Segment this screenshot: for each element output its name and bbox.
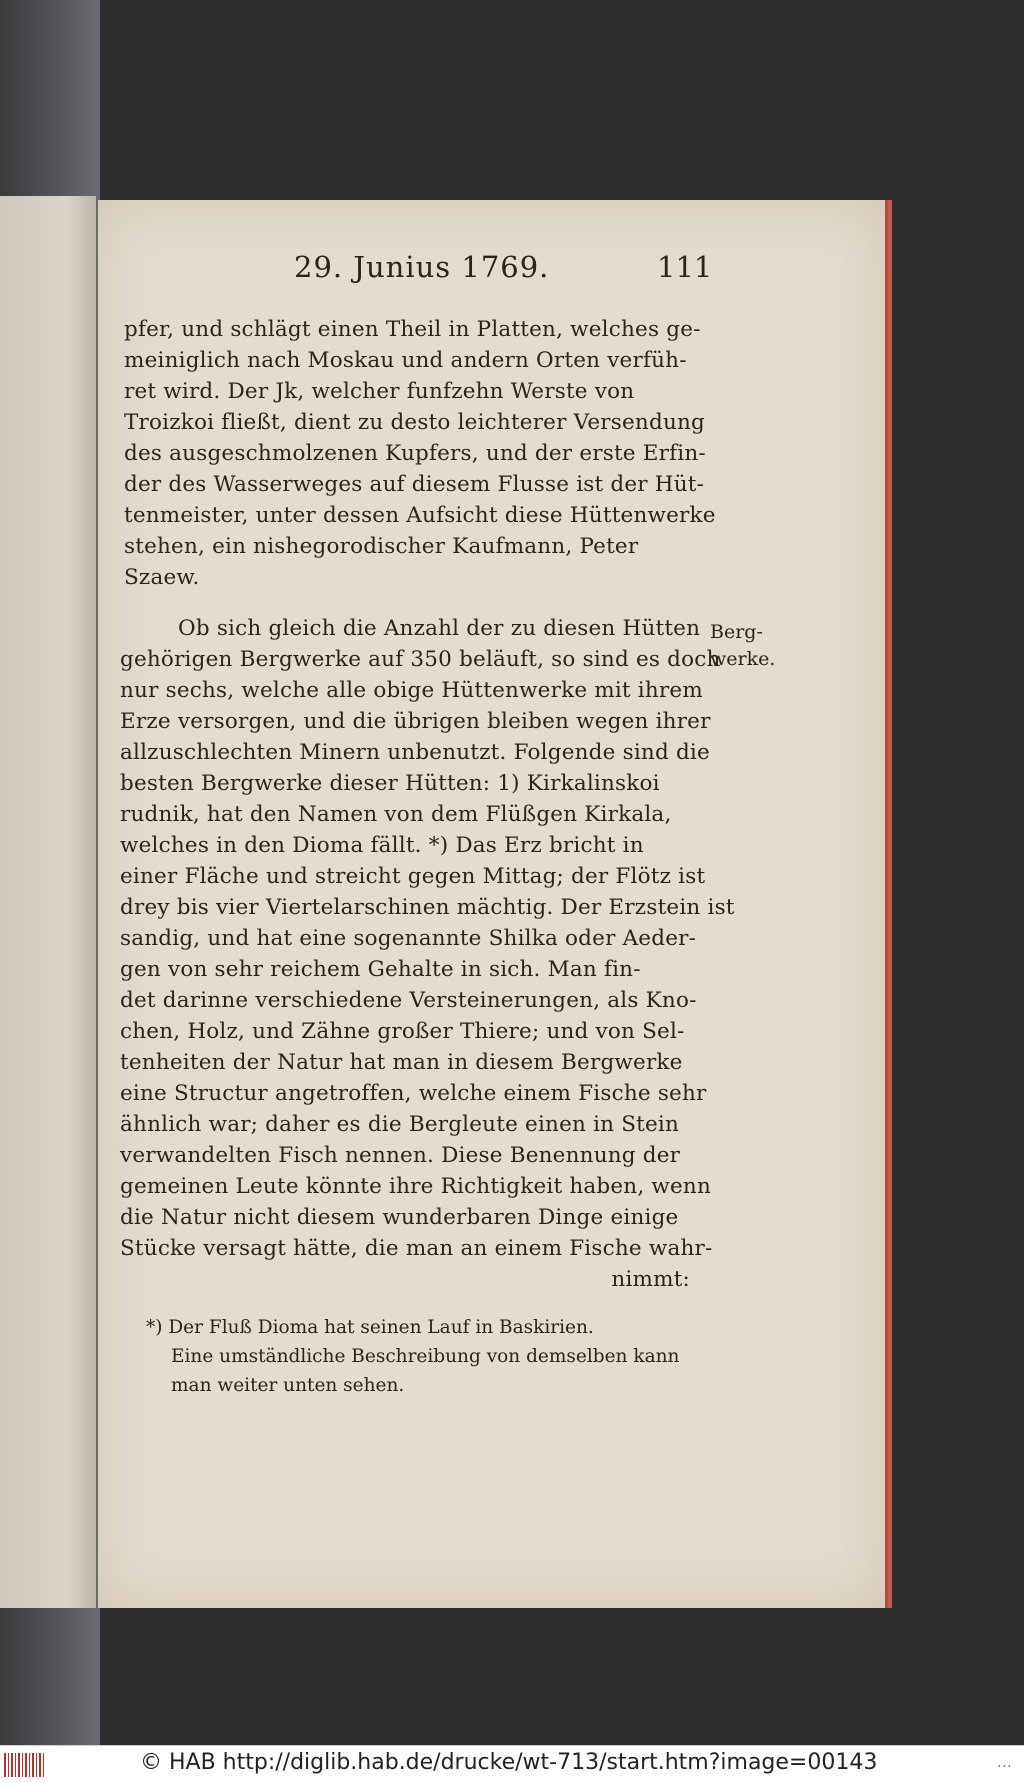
text-line: rudnik, hat den Namen von dem Flüßgen Kirkala,	[120, 802, 672, 827]
text-line: Erze versorgen, und die übrigen bleiben wegen ihrer	[120, 709, 711, 734]
paragraph-1	[124, 314, 716, 593]
text-line: besten Bergwerke dieser Hütten: 1) Kirkalinskoi	[120, 771, 660, 796]
text-line: Ob sich gleich die Anzahl der zu diesen Hütten	[178, 616, 701, 641]
text-line: ret wird. Der Jk, welcher funfzehn Werste von	[124, 379, 635, 404]
running-head-date: 29. Junius 1769.	[294, 250, 550, 284]
more-icon[interactable]: ...	[996, 1752, 1012, 1771]
margin-note-line: Berg-	[710, 621, 763, 643]
text-line: Troizkoi fließt, dient zu desto leichterer Versendung	[124, 410, 706, 435]
text-line: verwandelten Fisch nennen. Diese Benennung der	[120, 1143, 681, 1168]
margin-note	[710, 619, 775, 673]
text-line: gen von sehr reichem Gehalte in sich. Man fin-	[120, 957, 641, 982]
text-line: nur sechs, welche alle obige Hüttenwerke mit ihrem	[120, 678, 703, 703]
viewer-footer	[0, 1745, 1024, 1783]
text-line: ähnlich war; daher es die Bergleute einen in Stein	[120, 1112, 680, 1137]
barcode-icon	[4, 1753, 46, 1777]
text-line: det darinne verschiedene Versteinerungen, als Kno-	[120, 988, 697, 1013]
footnote-line: man weiter unten sehen.	[171, 1375, 405, 1396]
page-number: 111	[657, 250, 713, 284]
catchword: nimmt:	[611, 1267, 690, 1292]
text-line: chen, Holz, und Zähne großer Thiere; und von Sel-	[120, 1019, 685, 1044]
footnote-line: *) Der Fluß Dioma hat seinen Lauf in Baskirien.	[146, 1317, 594, 1338]
footnote-line: Eine umständliche Beschreibung von demselben kann	[171, 1346, 680, 1367]
margin-note-line: werke.	[710, 648, 776, 670]
text-line: Stücke versagt hätte, die man an einem Fische wahr-	[120, 1236, 713, 1261]
text-line: Szaew.	[124, 565, 200, 590]
text-line: pfer, und schlägt einen Theil in Platten, welches ge-	[124, 317, 701, 342]
text-line: gehörigen Bergwerke auf 350 beläuft, so sind es doch	[120, 647, 721, 672]
text-line: tenheiten der Natur hat man in diesem Bergwerke	[120, 1050, 683, 1075]
previous-page-edge	[0, 196, 96, 1608]
text-line: des ausgeschmolzenen Kupfers, und der erste Erfin-	[124, 441, 706, 466]
text-line: welches in den Dioma fällt. *) Das Erz bricht in	[120, 833, 644, 858]
text-line: sandig, und hat eine sogenannte Shilka oder Aeder-	[120, 926, 697, 951]
text-line: der des Wasserweges auf diesem Flusse ist der Hüt-	[124, 472, 705, 497]
paragraph-2	[120, 613, 735, 1295]
text-line: drey bis vier Viertelarschinen mächtig. Der Erzstein ist	[120, 895, 735, 920]
text-line: eine Structur angetroffen, welche einem Fische sehr	[120, 1081, 707, 1106]
copyright-link[interactable]: © HAB http://diglib.hab.de/drucke/wt-713/start.htm?image=00143	[140, 1750, 878, 1775]
footnote	[146, 1313, 679, 1400]
text-line: tenmeister, unter dessen Aufsicht diese Hüttenwerke	[124, 503, 716, 528]
text-line: meiniglich nach Moskau und andern Orten verfüh-	[124, 348, 687, 373]
text-line: einer Fläche und streicht gegen Mittag; der Flötz ist	[120, 864, 706, 889]
text-line: stehen, ein nishegorodischer Kaufmann, Peter	[124, 534, 639, 559]
text-line: allzuschlechten Minern unbenutzt. Folgende sind die	[120, 740, 710, 765]
text-line: die Natur nicht diesem wunderbaren Dinge einige	[120, 1205, 679, 1230]
text-line: gemeinen Leute könnte ihre Richtigkeit haben, wenn	[120, 1174, 712, 1199]
